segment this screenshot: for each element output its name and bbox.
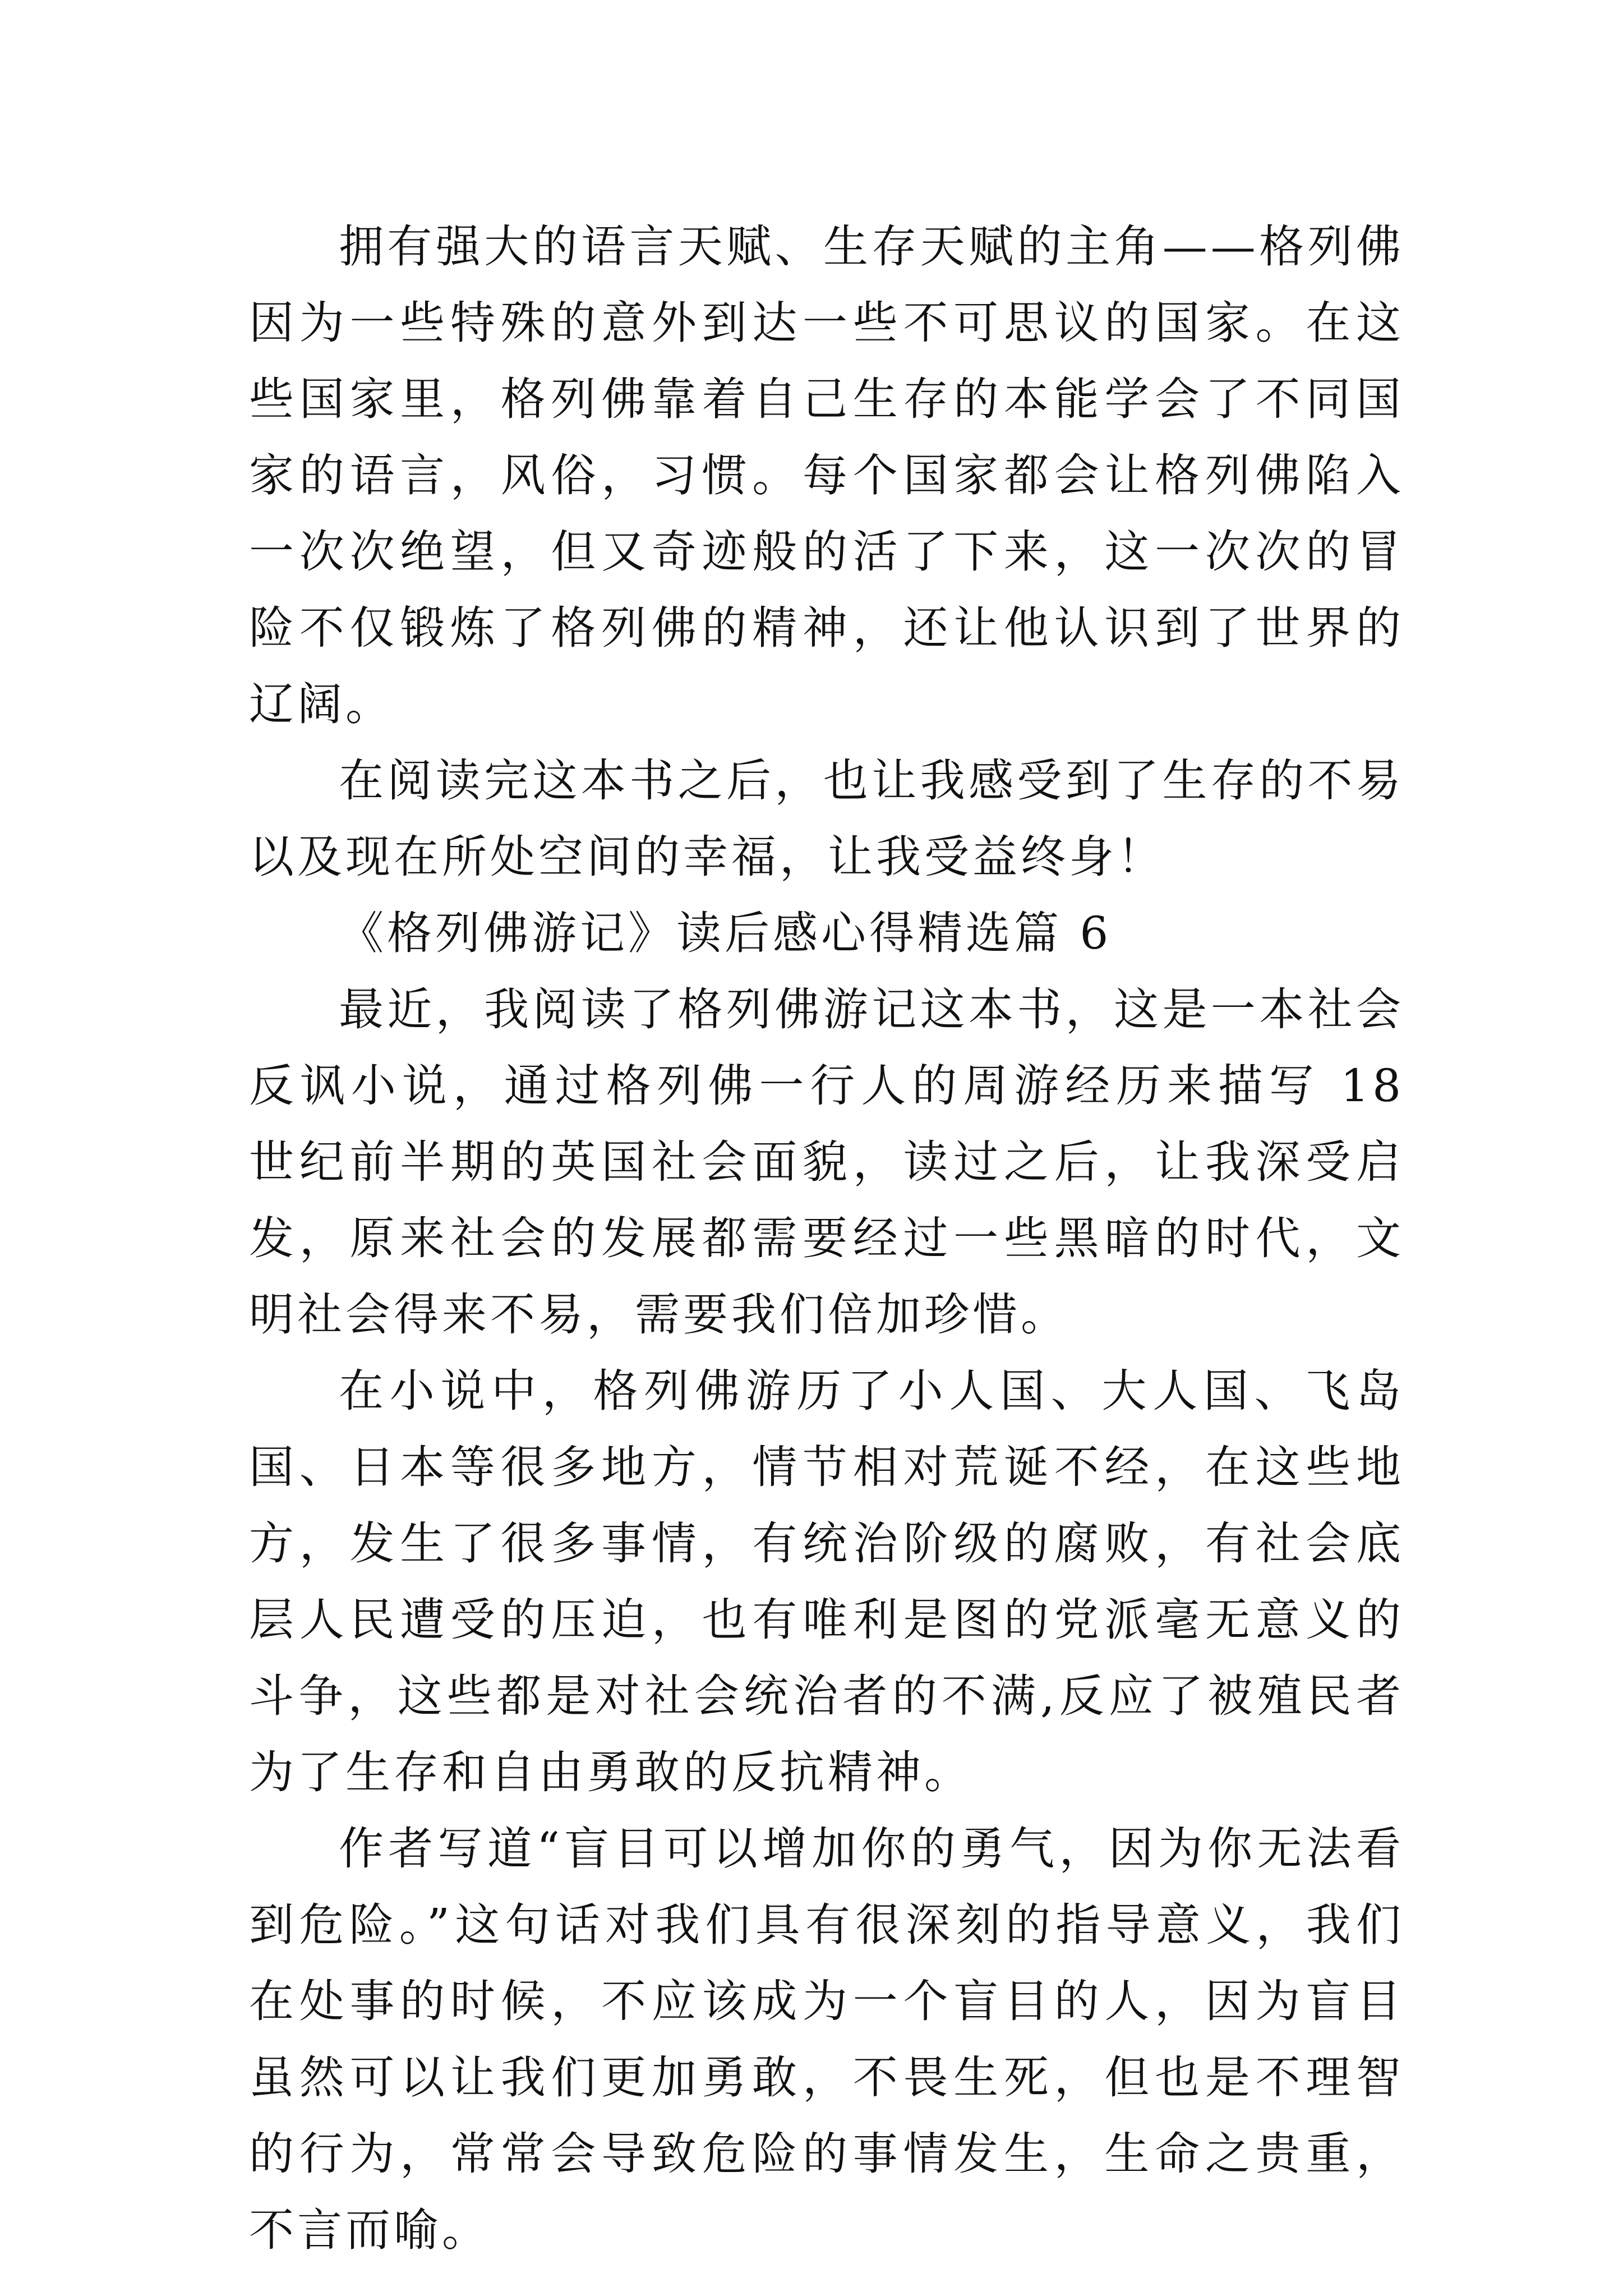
paragraph-protagonist-adventures: 拥有强大的语言天赋、生存天赋的主角——格列佛因为一些特殊的意外到达一些不可思议的国家。在这些国家里，格列佛靠着自己生存的本能学会了不同国家的语言，风俗，习惯。每个国家都会让格列佛陷入一次次绝望，但又奇迹般的活了下来，这一次次的冒险不仅锻炼了格列佛的精神，还让他认识到了世界的辽阔。 [249, 220, 1404, 730]
section-title: 《格列佛游记》读后感心得精选篇 6 [339, 907, 1112, 959]
paragraph-recent-reading: 最近，我阅读了格列佛游记这本书，这是一本社会反讽小说，通过格列佛一行人的周游经历来描写 18 世纪前半期的英国社会面貌，读过之后，让我深受启发，原来社会的发展都需要经过一些黑暗的时代，文明社会得来不易，需要我们倍加珍惜。 [249, 983, 1404, 1341]
paragraph-novel-travels: 在小说中，格列佛游历了小人国、大人国、飞岛国、日本等很多地方，情节相对荒诞不经，在这些地方，发生了很多事情，有统治阶级的腐败，有社会底层人民遭受的压迫，也有唯利是图的党派毫无意义的斗争，这些都是对社会统治者的不满,反应了被殖民者为了生存和自由勇敢的反抗精神。 [249, 1365, 1404, 1798]
document-body [249, 209, 1404, 2269]
paragraph-reading-reflection: 在阅读完这本书之后，也让我感受到了生存的不易以及现在所处空间的幸福，让我受益终身！ [249, 754, 1404, 883]
paragraph-author-quote: 作者写道“盲目可以增加你的勇气，因为你无法看到危险。”这句话对我们具有很深刻的指导意义，我们在处事的时候，不应该成为一个盲目的人，因为盲目虽然可以让我们更加勇敢，不畏生死，但也是不理智的行为，常常会导致危险的事情发生，生命之贵重，不言而喻。 [249, 1823, 1404, 2256]
